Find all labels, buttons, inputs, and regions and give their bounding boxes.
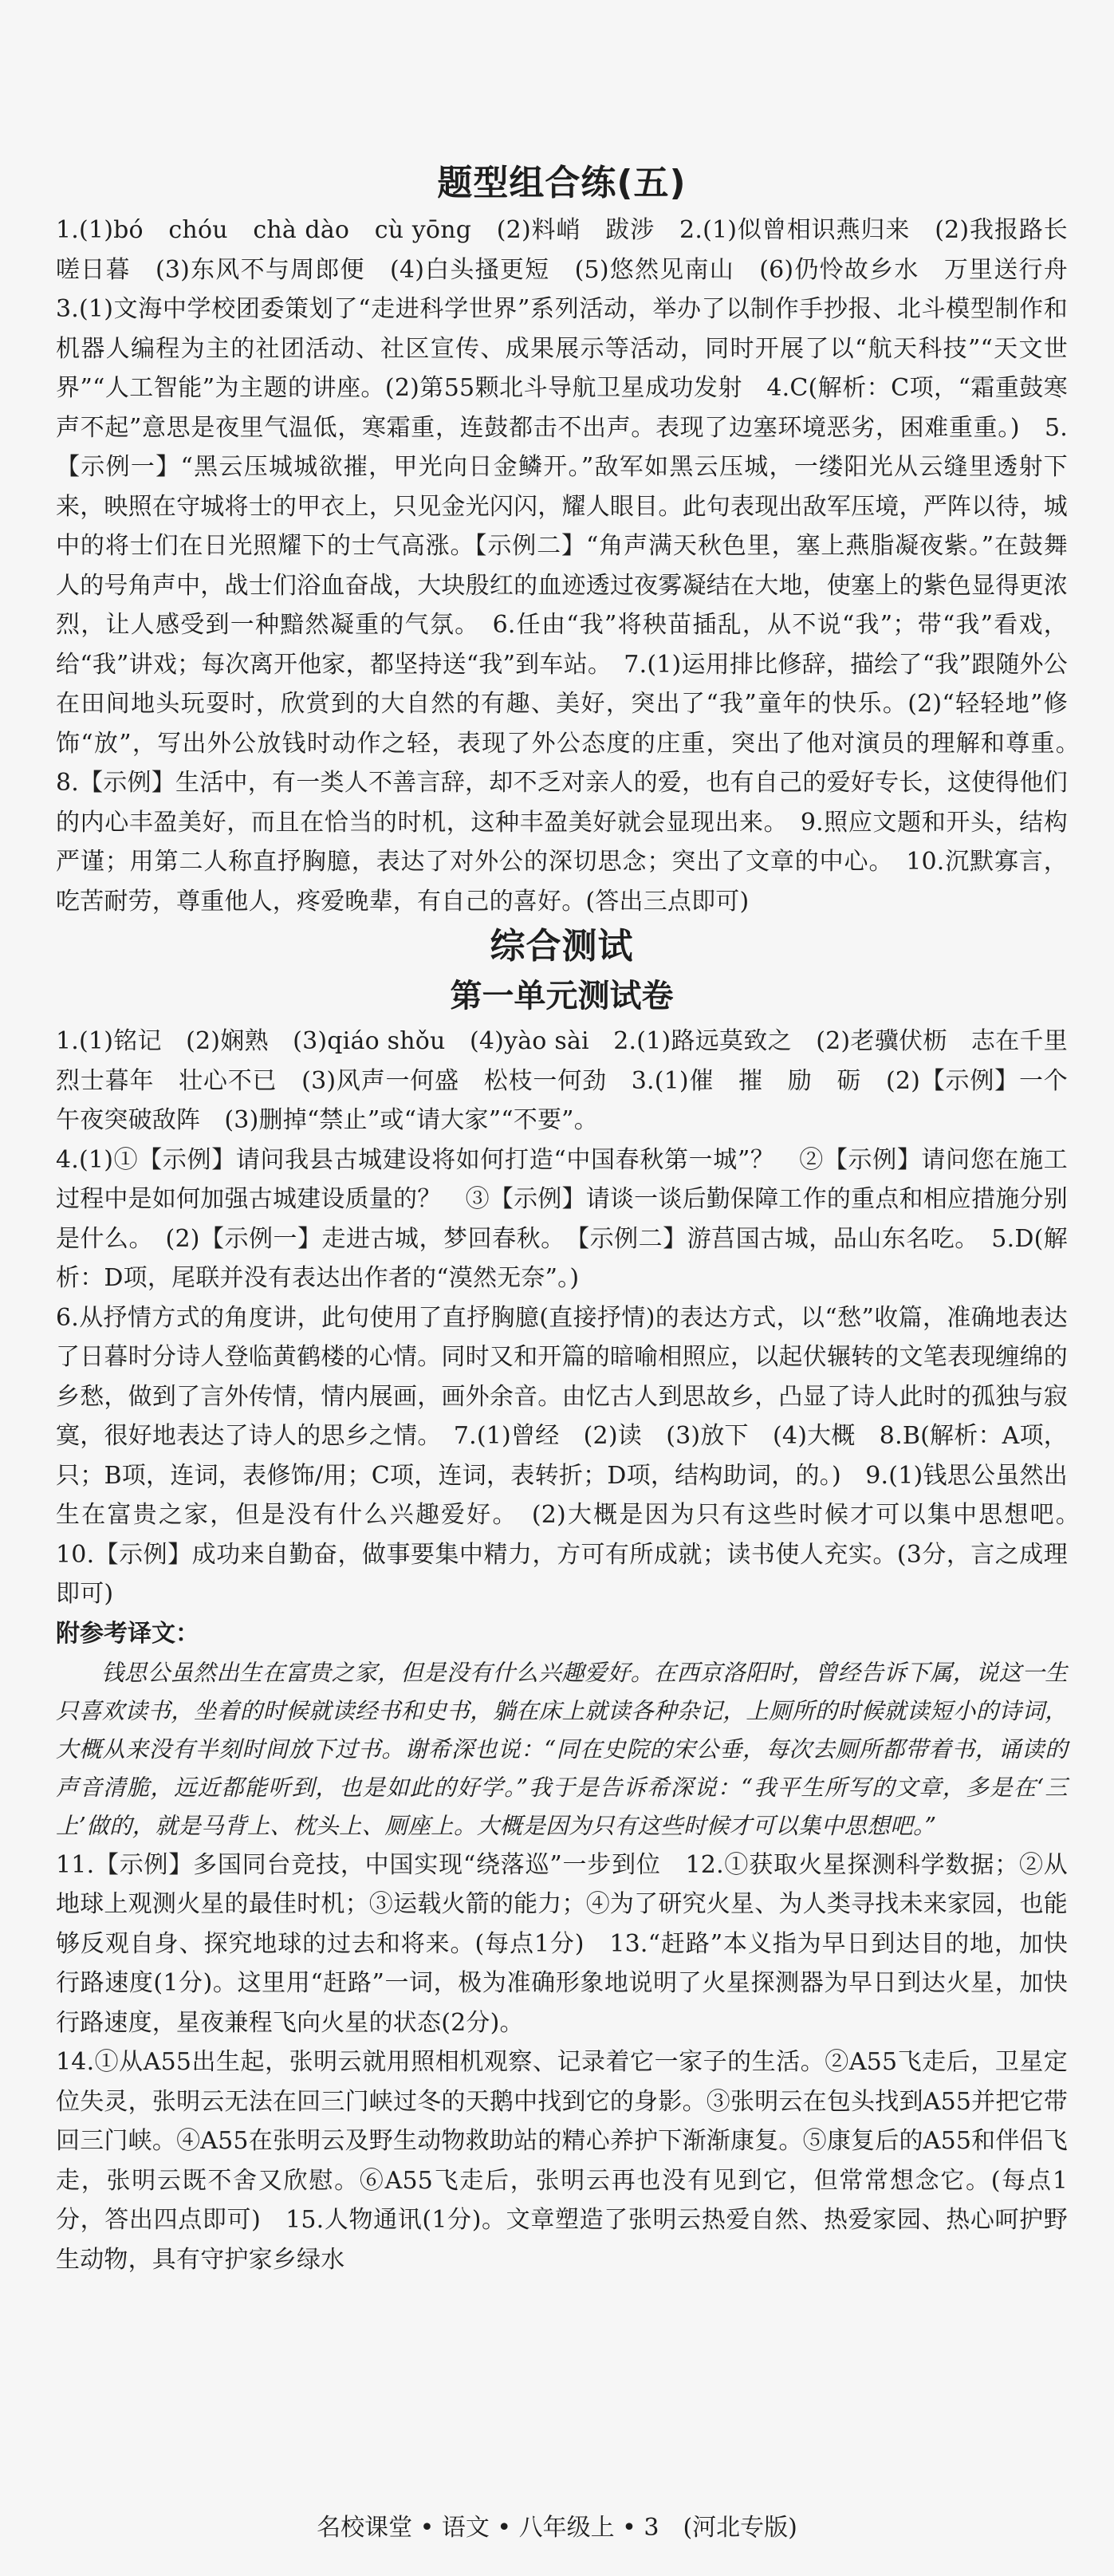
section-combo-practice [56,160,1092,921]
reference-translation: 钱思公虽然出生在富贵之家，但是没有什么兴趣爱好。在西京洛阳时，曾经告诉下属，说这一生只喜欢读书，坐着的时候就读经书和史书，躺在床上就读各种杂记，上厕所的时候就读短小的诗词，大概从来没有半刻时间放下过书。谢希深也说：“同在史院的宋公垂，每次去厕所都带着书，诵读的声音清脆，远近都能听到，也是如此的好学。”我于是告诉希深说：“我平生所写的文章，多是在‘三上’做的，就是马背上、枕头上、厕座上。大概是因为只有这些时候才可以集中思想吧。” [56,1659,1068,1839]
answer-paragraph: 4.(1)①【示例】请问我县古城建设将如何打造“中国春秋第一城”？ ②【示例】请问您在施工过程中是如何加强古城建设质量的？ ③【示例】请谈一谈后勤保障工作的重点和相应措施分别是什么。 (2)【示例一】走进古城，梦回春秋。 【示例二】游莒国古城，品山东名吃。 5.D(解析：D项，尾联并没有表达出作者的“漠然无奈”。) [56,1145,1068,1292]
answer-paragraph: 11.【示例】多国同台竞技，中国实现“绕落巡”一步到位 12.①获取火星探测科学数据；②从地球上观测火星的最佳时机；③运载火箭的能力；④为了研究火星、为人类寻找未来家园，也能够反观自身、探究地球的过去和将来。(每点1分) 13.“赶路”本义指为早日到达目的地，加快行路速度(1分)。这里用“赶路”一词，极为准确形象地说明了火星探测器为早日到达火星，加快行路速度，星夜兼程飞向火星的状态(2分)。 [56,1850,1068,2037]
answer-paragraph: 6.从抒情方式的角度讲，此句使用了直抒胸臆(直接抒情)的表达方式，以“愁”收篇，准确地表达了日暮时分诗人登临黄鹤楼的心情。同时又和开篇的暗喻相照应，以起伏辗转的文笔表现缠绵的乡愁，做到了言外传情，情内展画，画外余音。由忆古人到思故乡，凸显了诗人此时的孤独与寂寞，很好地表达了诗人的思乡之情。 7.(1)曾经 (2)读 (3)放下 (4)大概 8.B(解析：A项，只；B项，连词，表修饰/用；C项，连词，表转折；D项，结构助词，的。) 9.(1)钱思公虽然出生在富贵之家，但是没有什么兴趣爱好。 (2)大概是因为只有这些时候才可以集中思想吧。 10.【示例】成功来自勤奋，做事要集中精力，方可有所成就；读书使人充实。(3分，言之成理即可) [56,1303,1092,1608]
unit-test-title: 第一单元测试卷 [450,978,674,1014]
answer-paragraph: 14.①从A55出生起，张明云就用照相机观察、记录着它一家子的生活。②A55飞走后，卫星定位失灵，张明云无法在回三门峡过冬的天鹅中找到它的身影。③张明云在包头找到A55并把它带回三门峡。④A55在张明云及野生动物救助站的精心养护下渐渐康复。⑤康复后的A55和伴侣飞走，张明云既不舍又欣慰。⑥A55飞走后，张明云再也没有见到它，但常常想念它。(每点1分，答出四点即可) 15.人物通讯(1分)。文章塑造了张明云热爱自然、热爱家园、热心呵护野生动物，具有守护家乡绿水 [56,2048,1068,2274]
translation-heading: 附参考译文： [56,1619,199,1648]
answer-paragraph: 1.(1)铭记 (2)娴熟 (3)qiáo shǒu (4)yào sài 2.(1)路远莫致之 (2)老骥伏枥 志在千里 烈士暮年 壮心不已 (3)风声一何盛 松枝一何劲 3.(1)催 摧 励 砺 (2)【示例】一个午夜突破敌阵 (3)删掉“禁止”或“请大家”“不要”。 [56,1027,1092,1134]
answer-paragraph: 1.(1)bó chóu chà dào cù yōng (2)料峭 跋涉 2.(1)似曾相识燕归来 (2)我报路长嗟日暮 (3)东风不与周郎便 (4)白头搔更短 (5)悠然见南山 (6)仍怜故乡水 万里送行舟 3.(1)文海中学校团委策划了“走进科学世界”系列活动，举办了以制作手抄报、北斗模型制作和机器人编程为主的社团活动、社区宣传、成果展示等活动，同时开展了以“航天科技”“天文世界”“人工智能”为主题的讲座。(2)第55颗北斗导航卫星成功发射 4.C(解析：C项，“霜重鼓寒声不起”意思是夜里气温低，寒霜重，连鼓都击不出声。表现了边塞环境恶劣，困难重重。) 5.【示例一】“黑云压城城欲摧，甲光向日金鳞开。”敌军如黑云压城，一缕阳光从云缝里透射下来，映照在守城将士的甲衣上，只见金光闪闪，耀人眼目。此句表现出敌军压境，严阵以待，城中的将士们在日光照耀下的士气高涨。【示例二】“角声满天秋色里，塞上燕脂凝夜紫。”在鼓舞人的号角声中，战士们浴血奋战，大块殷红的血迹透过夜雾凝结在大地，使塞上的紫色显得更浓烈，让人感受到一种黯然凝重的气氛。 6.任由“我”将秧苗插乱，从不说“我”；带“我”看戏，给“我”讲戏；每次离开他家，都坚持送“我”到车站。 7.(1)运用排比修辞，描绘了“我”跟随外公在田间地头玩耍时，欣赏到的大自然的有趣、美好，突出了“我”童年的快乐。(2)“轻轻地”修饰“放”，写出外公放钱时动作之轻，表现了外公态度的庄重，突出了他对演员的理解和尊重。 8.【示例】生活中，有一类人不善言辞，却不乏对亲人的爱，也有自己的爱好专长，这使得他们的内心丰盈美好，而且在恰当的时机，这种丰盈美好就会显现出来。 9.照应文题和开头，结构严谨；用第二人称直抒胸臆，表达了对外公的深切思念；突出了文章的中心。 10.沉默寡言，吃苦耐劳，尊重他人，疼爱晚辈，有自己的喜好。(答出三点即可) [56,216,1092,916]
section-comprehensive-test [56,923,1092,2279]
page-footer: 名校课堂 • 语文 • 八年级上 • 3 (河北专版) [317,2514,797,2542]
section-title: 题型组合练(五) [437,163,687,203]
section-title: 综合测试 [490,926,634,967]
